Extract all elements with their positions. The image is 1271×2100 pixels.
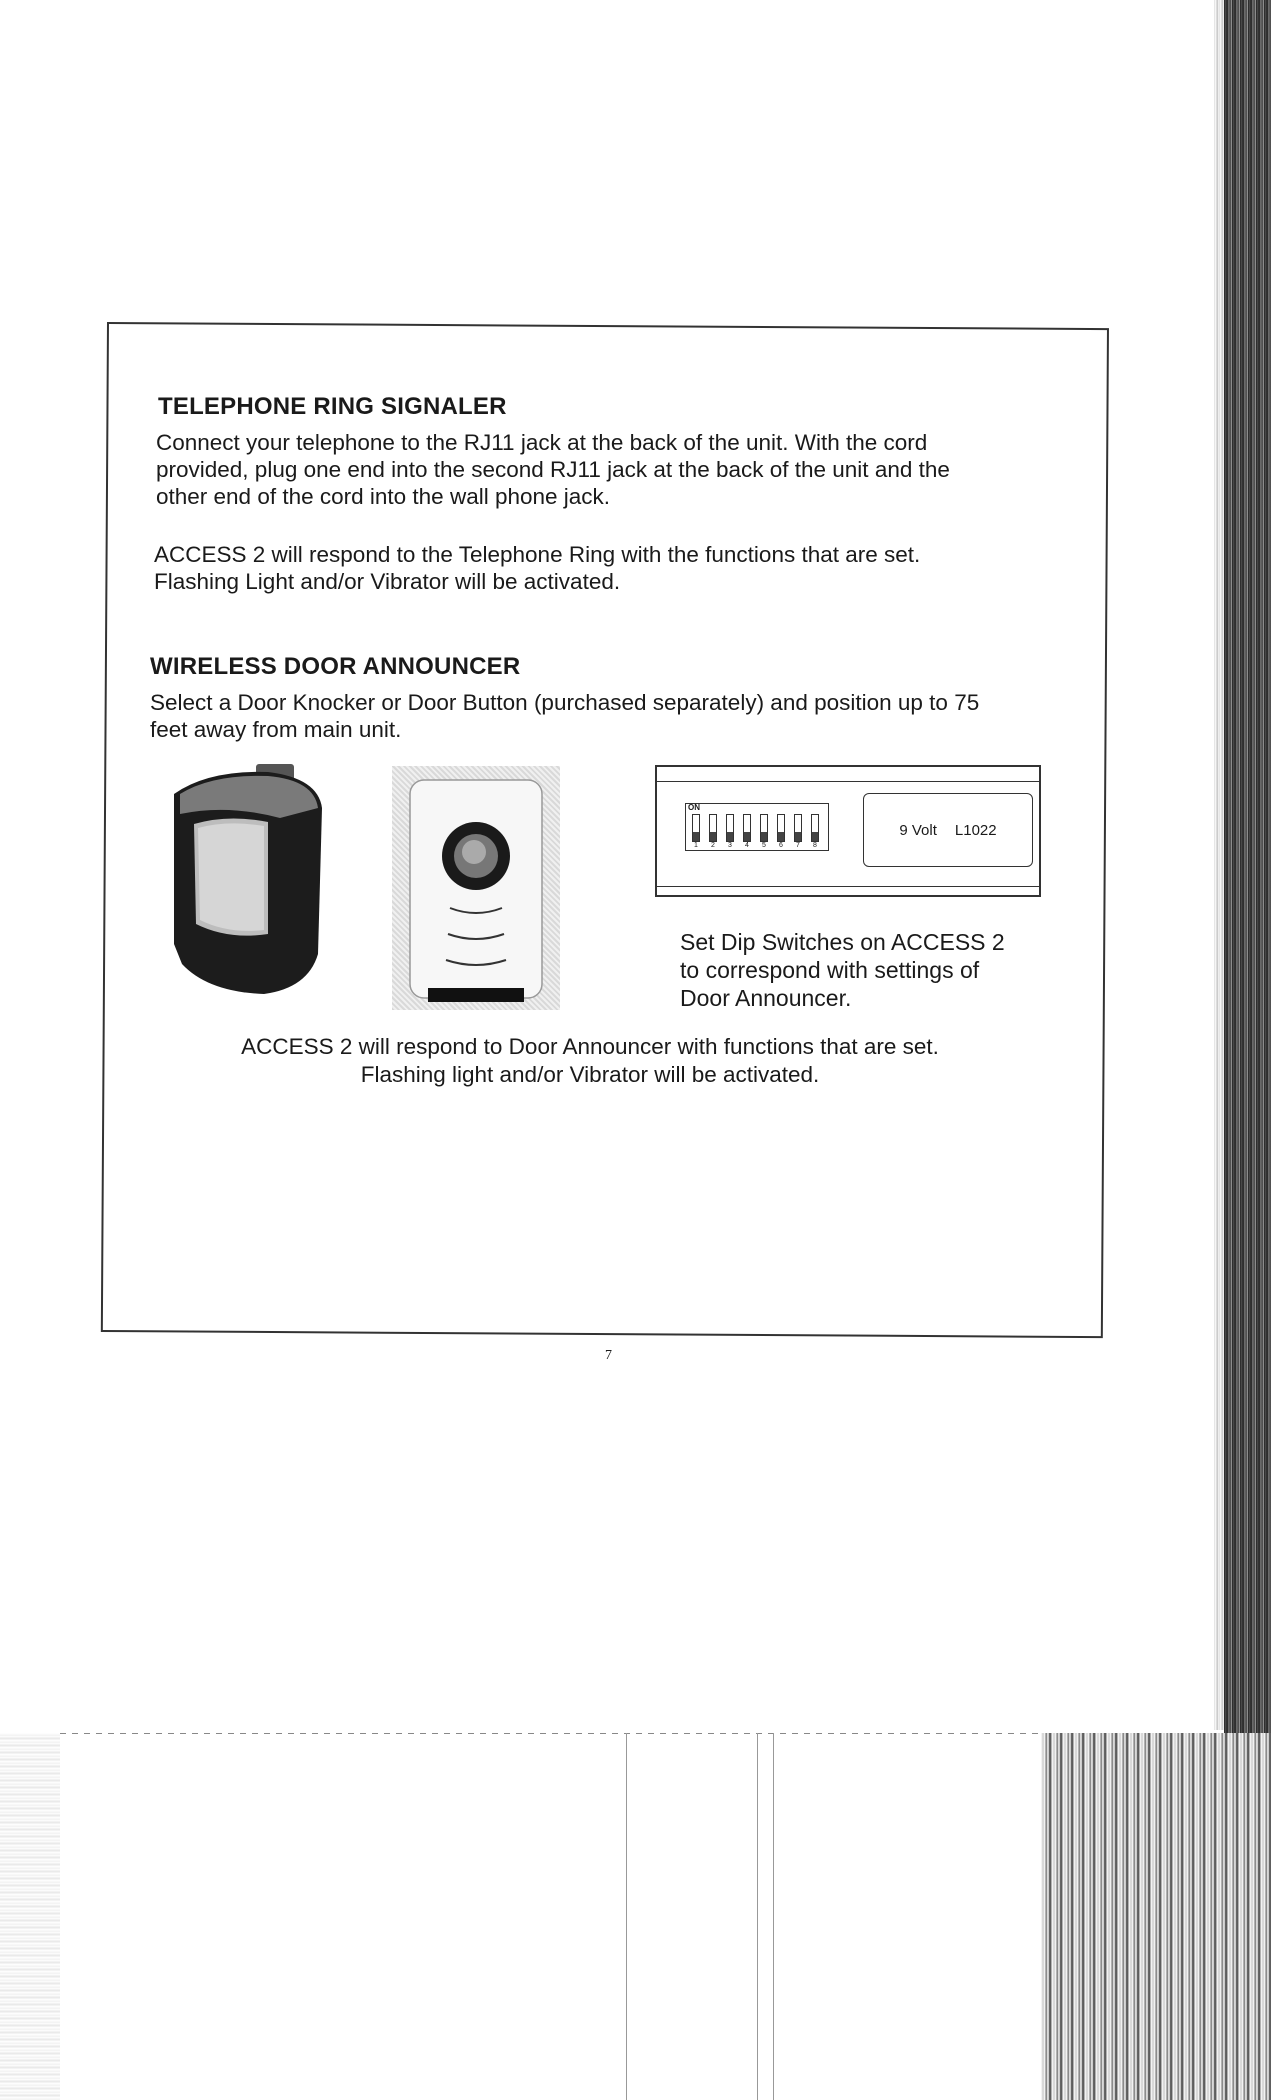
dip-switch [726,814,734,842]
text-line: Flashing Light and/or Vibrator will be activated. [154,569,621,594]
text-line: Door Announcer. [680,985,852,1011]
dip-switch [743,814,751,842]
door-heading: WIRELESS DOOR ANNOUNCER [150,653,521,680]
model-label: L1022 [954,821,997,839]
text-line: ACCESS 2 will respond to Door Announcer with functions that are set. [241,1034,939,1059]
panel-edge [657,781,1039,782]
door-knocker-image [168,764,324,996]
text-line: Flashing light and/or Vibrator will be activated. [360,1062,820,1087]
scan-line [773,1733,774,2100]
dip-switch-number: 5 [762,842,766,849]
dip-switch [692,814,700,842]
dip-switch-number: 2 [711,842,715,849]
text-line: Select a Door Knocker or Door Button (purchased separately) and position up to 75 [150,690,980,715]
dip-switch-block [685,803,829,851]
page-number: 7 [605,1348,612,1363]
dip-switch-number: 6 [779,842,783,849]
dip-switch-number: 8 [813,842,817,849]
dip-switch-number: 1 [694,842,698,849]
text-line: Set Dip Switches on ACCESS 2 [680,929,1005,955]
dip-switch-number: 7 [796,842,800,849]
text-line: Connect your telephone to the RJ11 jack at the back of the unit. With the cord [156,430,928,455]
battery-label-box [863,793,1033,867]
dip-on-label: ON [688,803,700,812]
door-response [170,1033,1010,1089]
scan-edge-artifact-light [1214,0,1224,1730]
dip-switch [794,814,802,842]
scan-lower-band [0,1733,1271,2100]
dip-switch [709,814,717,842]
scan-speckle [0,1733,60,2100]
telephone-response [154,541,920,595]
door-button-drawing [392,766,560,1010]
dip-caption [680,928,1005,1012]
dip-switch-number: 3 [728,842,732,849]
dip-switch-number: 4 [745,842,749,849]
scan-dark-band [1041,1733,1271,2100]
dip-switch [760,814,768,842]
door-button-image [392,766,560,1010]
door-instructions [150,689,979,743]
scan-line [757,1733,758,2100]
panel-edge [657,886,1039,887]
text-line: feet away from main unit. [150,717,402,742]
volt-label: 9 Volt [899,821,937,839]
telephone-heading: TELEPHONE RING SIGNALER [158,393,507,420]
text-line: other end of the cord into the wall phone jack. [156,484,611,509]
dip-switch [811,814,819,842]
dip-switch-panel [655,765,1041,897]
dip-switch [777,814,785,842]
text-line: ACCESS 2 will respond to the Telephone Ring with the functions that are set. [154,542,921,567]
text-line: provided, plug one end into the second RJ11 jack at the back of the unit and the [156,457,950,482]
telephone-instructions [156,429,950,510]
text-line: to correspond with settings of [680,957,980,983]
scan-line [626,1733,627,2100]
